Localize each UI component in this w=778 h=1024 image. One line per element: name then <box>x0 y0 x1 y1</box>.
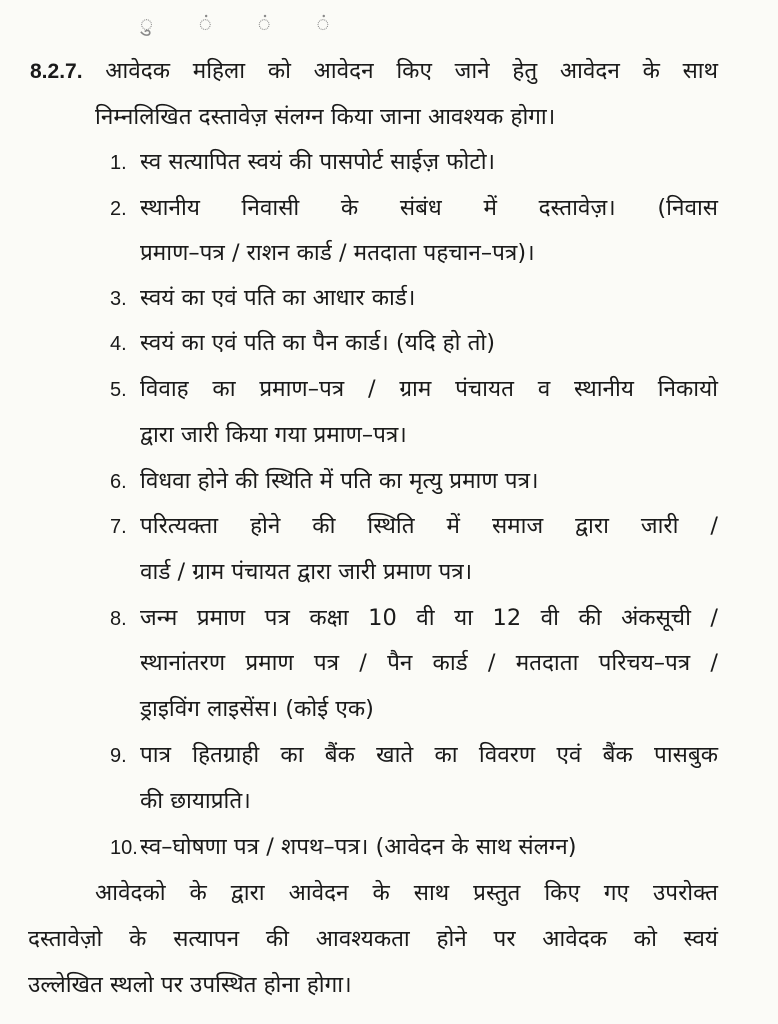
item-text: विधवा होने की स्थिति में पति का मृत्यु प्रमाण पत्र। <box>140 468 539 494</box>
section-heading-text: आवेदक महिला को आवेदन किए जाने हेतु आवेदन के साथ <box>105 58 718 84</box>
section-heading-line-2: निम्नलिखित दस्तावेज़ संलग्न किया जाना आवश्यक होगा। <box>95 104 556 130</box>
list-item-9-continued: की छायाप्रति। <box>140 788 251 814</box>
item-number: 8. <box>110 608 127 630</box>
list-item-8-continued: स्थानांतरण प्रमाण पत्र / पैन कार्ड / मतदाता परिचय–पत्र / <box>140 650 718 676</box>
list-item-8-continued-2: ड्राइविंग लाइसेंस। (कोई एक) <box>140 696 374 722</box>
cut-off-previous-line: ु ं ं ं <box>140 12 370 37</box>
section-heading-line-1 <box>30 56 718 87</box>
item-text: स्वयं का एवं पति का आधार कार्ड। <box>140 285 416 311</box>
item-text: स्थानीय निवासी के संबंध में दस्तावेज़। (निवास <box>140 195 718 221</box>
list-item-10 <box>110 832 577 863</box>
item-number: 9. <box>110 745 127 767</box>
list-item-2 <box>110 193 718 224</box>
item-number: 4. <box>110 333 127 355</box>
item-text: परित्यक्ता होने की स्थिति में समाज द्वारा जारी / <box>140 513 718 539</box>
list-item-4 <box>110 328 495 359</box>
item-number: 5. <box>110 379 127 401</box>
item-text: विवाह का प्रमाण–पत्र / ग्राम पंचायत व स्थानीय निकायो <box>140 376 718 402</box>
closing-paragraph-line-2: दस्तावेज़ो के सत्यापन की आवश्यकता होने पर आवेदक को स्वयं <box>28 926 718 952</box>
list-item-2-continued: प्रमाण–पत्र / राशन कार्ड / मतदाता पहचान–पत्र)। <box>140 240 535 266</box>
list-item-9 <box>110 740 718 771</box>
item-text: स्व सत्यापित स्वयं की पासपोर्ट साईज़ फोटो। <box>140 149 496 175</box>
closing-paragraph-line-3: उल्लेखित स्थलो पर उपस्थित होना होगा। <box>28 972 352 998</box>
item-text: स्वयं का एवं पति का पैन कार्ड। (यदि हो तो) <box>140 330 496 356</box>
list-item-8 <box>110 603 718 634</box>
list-item-5 <box>110 374 718 405</box>
item-number: 6. <box>110 471 127 493</box>
item-text: स्व–घोषणा पत्र / शपथ–पत्र। (आवेदन के साथ संलग्न) <box>140 834 577 860</box>
item-number: 3. <box>110 288 127 310</box>
list-item-7-continued: वार्ड / ग्राम पंचायत द्वारा जारी प्रमाण पत्र। <box>140 559 473 585</box>
list-item-3 <box>110 283 415 314</box>
item-text: पात्र हितग्राही का बैंक खाते का विवरण एवं बैंक पासबुक <box>140 742 718 768</box>
list-item-5-continued: द्वारा जारी किया गया प्रमाण–पत्र। <box>140 422 407 448</box>
list-item-6 <box>110 466 539 497</box>
item-number: 7. <box>110 516 127 538</box>
item-number: 1. <box>110 152 127 174</box>
closing-paragraph-line-1: आवेदको के द्वारा आवेदन के साथ प्रस्तुत किए गए उपरोक्त <box>95 880 718 906</box>
item-number: 2. <box>110 198 127 220</box>
item-number: 10. <box>110 837 138 859</box>
list-item-1 <box>110 147 495 178</box>
item-text: जन्म प्रमाण पत्र कक्षा 10 वी या 12 वी की अंकसूची / <box>140 605 718 631</box>
list-item-7 <box>110 511 718 542</box>
section-number: 8.2.7. <box>30 60 83 83</box>
